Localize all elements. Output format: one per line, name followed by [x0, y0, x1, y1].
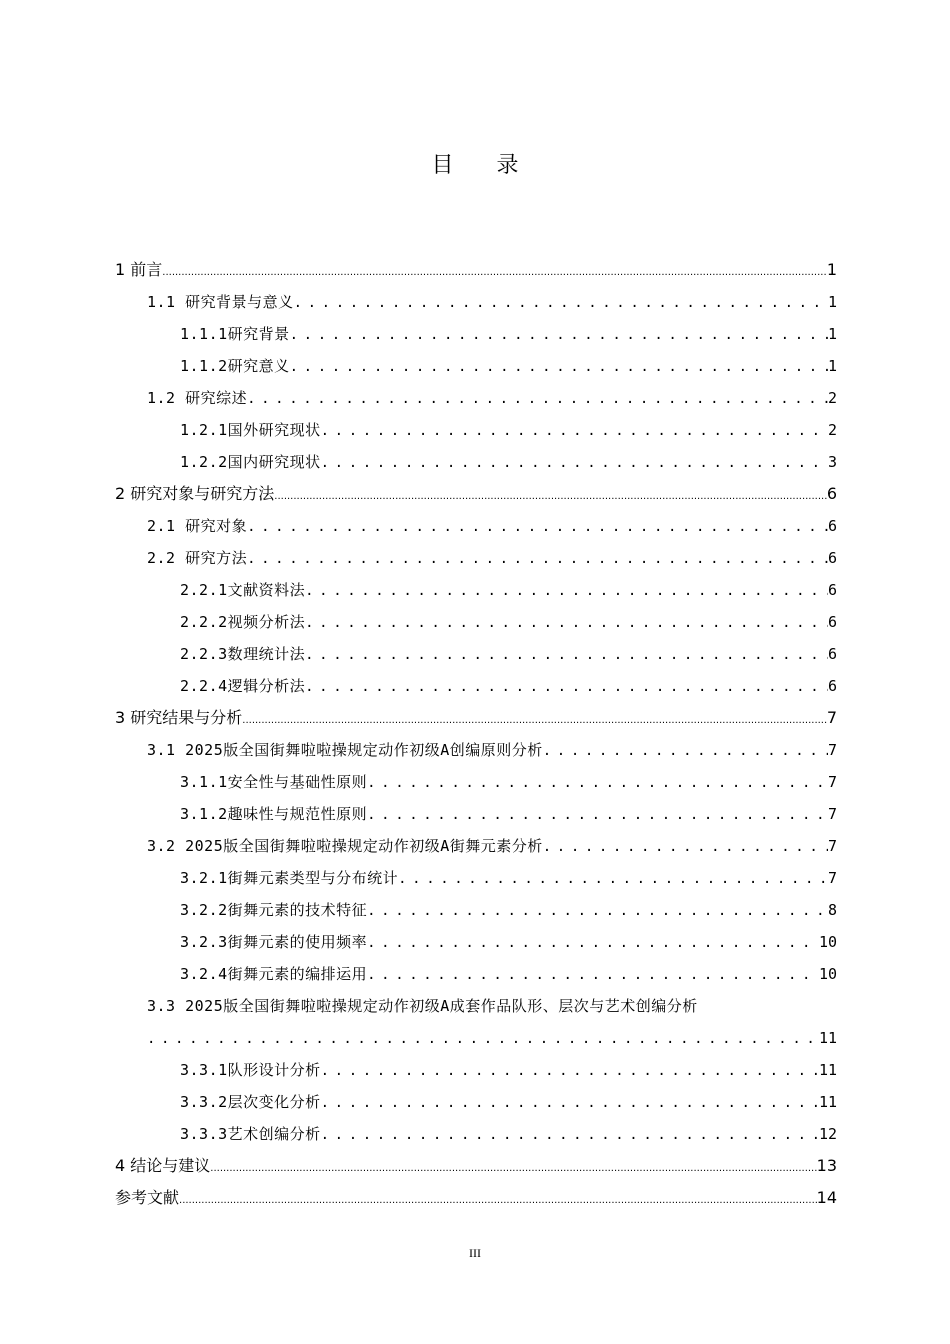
toc-entry-page: 7: [827, 805, 837, 823]
page-number-footer: III: [469, 1246, 481, 1260]
toc-entry-label: 1.2 研究综述: [147, 389, 248, 407]
toc-entry-label: 3.3.2层次变化分析: [180, 1093, 321, 1111]
page-title: 目 录: [431, 153, 537, 178]
table-of-contents: [115, 257, 837, 1217]
toc-entry-page: 6: [827, 549, 837, 567]
toc-entry-label: 1 前言: [115, 260, 163, 279]
dot-leader: [367, 802, 828, 828]
dot-leader: [294, 290, 828, 316]
dot-leader: [247, 514, 828, 540]
dot-leader: [242, 708, 827, 734]
toc-entry[interactable]: [115, 1057, 837, 1089]
toc-entry-label: 2.2.4逻辑分析法: [180, 677, 306, 695]
dot-leader: [321, 1122, 819, 1148]
toc-entry-page: 10: [818, 965, 837, 983]
toc-entry-label: 3.2.1街舞元素类型与分布统计: [180, 869, 399, 887]
toc-entry-page: 6: [827, 517, 837, 535]
toc-entry[interactable]: [115, 353, 837, 385]
toc-entry[interactable]: [115, 257, 837, 289]
toc-entry-label: 2.1 研究对象: [147, 517, 248, 535]
toc-entry[interactable]: [115, 705, 837, 737]
toc-entry-page: 12: [818, 1125, 837, 1143]
dot-leader: [247, 386, 828, 412]
toc-entry-label: 2 研究对象与研究方法: [115, 484, 275, 503]
toc-entry[interactable]: [115, 801, 837, 833]
toc-entry[interactable]: [115, 897, 837, 929]
toc-entry-page: 6: [827, 581, 837, 599]
dot-leader: [247, 546, 828, 572]
toc-entry[interactable]: [115, 961, 837, 993]
toc-entry-label: 3.2 2025版全国街舞啦啦操规定动作初级A街舞元素分析: [147, 837, 543, 855]
toc-entry-page: 6: [827, 677, 837, 695]
toc-entry[interactable]: [115, 1089, 837, 1121]
dot-leader: [274, 484, 827, 510]
toc-entry-label: 3.3.1队形设计分析: [180, 1061, 321, 1079]
toc-entry-label: 3.3 2025版全国街舞啦啦操规定动作初级A成套作品队形、层次与艺术创编分析: [147, 997, 698, 1015]
dot-leader: [162, 260, 827, 286]
dot-leader: [147, 1026, 819, 1052]
toc-entry[interactable]: [115, 289, 837, 321]
toc-entry-label: 3.2.2街舞元素的技术特征: [180, 901, 368, 919]
toc-entry-label: 2.2 研究方法: [147, 549, 248, 567]
toc-entry[interactable]: [115, 545, 837, 577]
toc-entry-page: 11: [818, 1093, 837, 1111]
toc-entry-page: 7: [827, 773, 837, 791]
dot-leader: [305, 674, 828, 700]
toc-entry[interactable]: [115, 1153, 837, 1185]
toc-entry-label: 3.1 2025版全国街舞啦啦操规定动作初级A创编原则分析: [147, 741, 543, 759]
toc-entry-label: 4 结论与建议: [115, 1156, 211, 1175]
toc-entry-label: 3.3.3艺术创编分析: [180, 1125, 321, 1143]
toc-entry-page: 7: [827, 837, 837, 855]
toc-entry[interactable]: [115, 737, 837, 769]
toc-entry[interactable]: [115, 609, 837, 641]
toc-entry[interactable]: [115, 833, 837, 865]
dot-leader: [367, 770, 828, 796]
dot-leader: [321, 418, 828, 444]
dot-leader: [321, 1090, 819, 1116]
toc-entry[interactable]: [115, 417, 837, 449]
toc-entry-page: 6: [827, 645, 837, 663]
dot-leader: [290, 322, 828, 348]
toc-entry-page: 10: [818, 933, 837, 951]
toc-entry-label: 2.2.3数理统计法: [180, 645, 306, 663]
toc-entry-continuation: [147, 1025, 837, 1057]
toc-entry-page: 7: [827, 869, 837, 887]
toc-entry-page: 13: [816, 1156, 837, 1175]
dot-leader: [290, 354, 828, 380]
toc-entry[interactable]: [115, 321, 837, 353]
toc-entry-label: 1.1 研究背景与意义: [147, 293, 294, 311]
dot-leader: [398, 866, 828, 892]
dot-leader: [543, 738, 828, 764]
toc-entry-label: 2.2.1文献资料法: [180, 581, 306, 599]
toc-entry-page: 6: [826, 484, 837, 503]
toc-entry-page: 2: [827, 421, 837, 439]
toc-entry[interactable]: [115, 865, 837, 897]
dot-leader: [305, 642, 828, 668]
toc-entry-label: 3.2.4街舞元素的编排运用: [180, 965, 368, 983]
dot-leader: [543, 834, 828, 860]
toc-entry[interactable]: [115, 769, 837, 801]
toc-entry-page: 1: [826, 260, 837, 279]
toc-entry[interactable]: [115, 1185, 837, 1217]
toc-entry-label: 3.2.3街舞元素的使用频率: [180, 933, 368, 951]
toc-entry[interactable]: [115, 449, 837, 481]
toc-entry-page: 7: [827, 741, 837, 759]
toc-entry-page: 2: [827, 389, 837, 407]
toc-entry-label: 1.1.1研究背景: [180, 325, 290, 343]
toc-entry-label: 1.1.2研究意义: [180, 357, 290, 375]
toc-entry-page: 6: [827, 613, 837, 631]
toc-entry-page: 11: [818, 1061, 837, 1079]
dot-leader: [367, 898, 828, 924]
dot-leader: [210, 1156, 816, 1182]
toc-entry-label: 3.1.1安全性与基础性原则: [180, 773, 368, 791]
toc-entry-label: 参考文献: [115, 1188, 180, 1207]
dot-leader: [305, 610, 828, 636]
toc-entry-label: 1.2.2国内研究现状: [180, 453, 321, 471]
toc-entry[interactable]: [115, 673, 837, 705]
toc-entry-label: 1.2.1国外研究现状: [180, 421, 321, 439]
dot-leader: [305, 578, 828, 604]
toc-entry[interactable]: [115, 993, 837, 1057]
toc-entry[interactable]: [115, 385, 837, 417]
toc-entry[interactable]: [115, 513, 837, 545]
toc-entry-page: 3: [827, 453, 837, 471]
dot-leader: [321, 1058, 819, 1084]
toc-entry-label: 2.2.2视频分析法: [180, 613, 306, 631]
toc-entry-page: 7: [826, 708, 837, 727]
toc-entry-page: 1: [827, 357, 837, 375]
toc-entry-page: 8: [827, 901, 837, 919]
dot-leader: [367, 962, 819, 988]
toc-entry[interactable]: [115, 577, 837, 609]
toc-entry[interactable]: [115, 1121, 837, 1153]
toc-entry[interactable]: [115, 929, 837, 961]
toc-entry-page: 1: [827, 293, 837, 311]
toc-entry-page: 14: [816, 1188, 837, 1207]
toc-entry[interactable]: [115, 481, 837, 513]
toc-entry-label: 3 研究结果与分析: [115, 708, 243, 727]
toc-entry[interactable]: [115, 641, 837, 673]
toc-entry-page: 1: [827, 325, 837, 343]
dot-leader: [321, 450, 828, 476]
toc-entry-label: 3.1.2趣味性与规范性原则: [180, 805, 368, 823]
dot-leader: [179, 1188, 817, 1214]
dot-leader: [367, 930, 819, 956]
toc-entry-page: 11: [818, 1029, 837, 1047]
